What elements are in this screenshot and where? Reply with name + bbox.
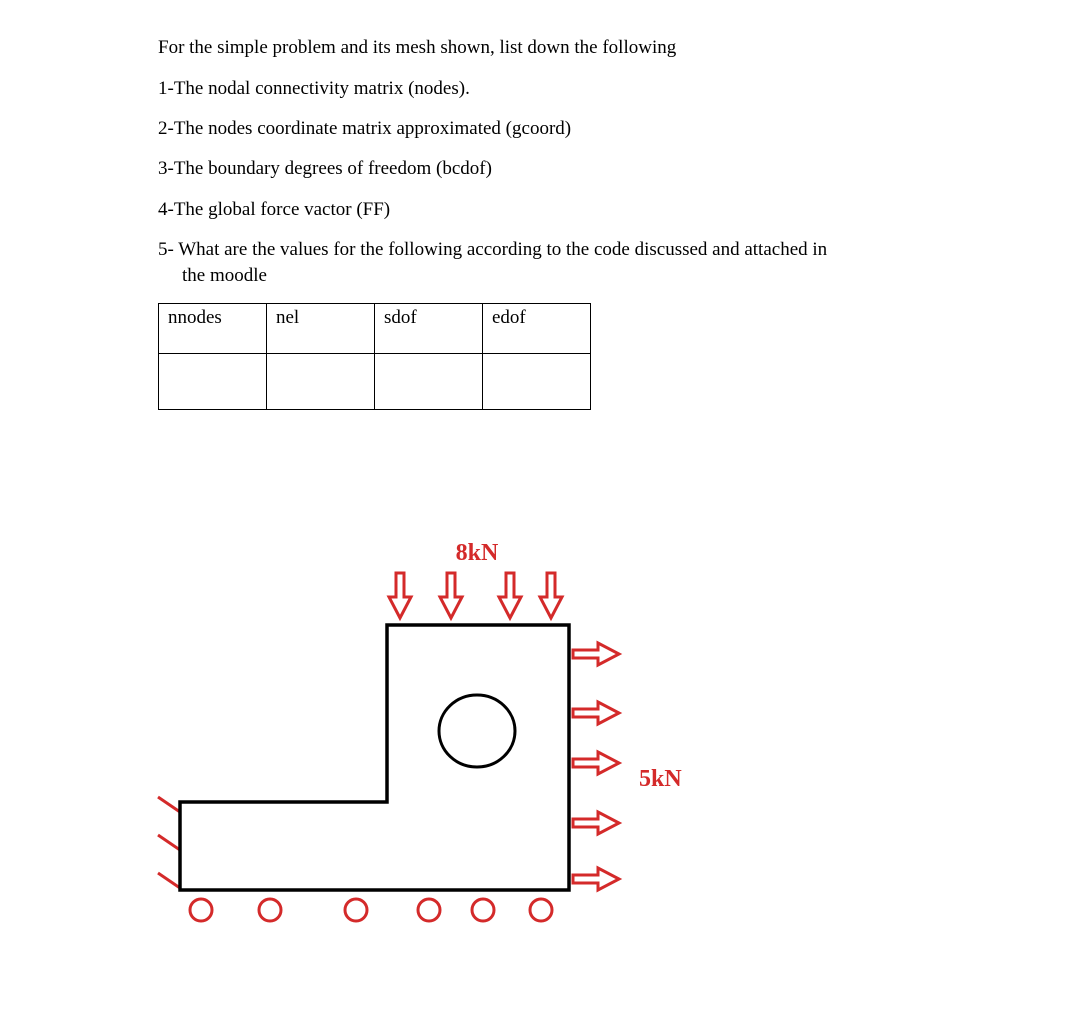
header-nnodes: nnodes	[159, 304, 267, 354]
down-arrow-icon	[499, 573, 521, 618]
right-arrow-icon	[573, 643, 619, 665]
item-connectivity: 1-The nodal connectivity matrix (nodes).	[158, 78, 470, 99]
top-load-label: 8kN	[455, 540, 499, 566]
right-arrow-icon	[573, 868, 619, 890]
down-arrow-icon	[540, 573, 562, 618]
fixed-support-hatch	[158, 797, 180, 888]
item-values: 5- What are the values for the following according to the code discussed and attached in	[158, 239, 828, 260]
roller-circle-icon	[190, 899, 212, 921]
item-values-continuation: the moodle	[182, 265, 267, 286]
item-coordinates: 2-The nodes coordinate matrix approximated (gcoord)	[158, 118, 572, 139]
top-load-arrows	[389, 573, 562, 618]
hatch-line	[158, 797, 180, 812]
hatch-line	[158, 835, 180, 850]
down-arrow-icon	[440, 573, 462, 618]
header-nel: nel	[267, 304, 375, 354]
plate-outline	[180, 625, 569, 890]
roller-circle-icon	[530, 899, 552, 921]
roller-circle-icon	[259, 899, 281, 921]
right-load-arrows	[573, 643, 619, 890]
down-arrow-icon	[389, 573, 411, 618]
roller-supports	[190, 899, 552, 921]
question-intro: For the simple problem and its mesh shown, list down the following	[158, 37, 677, 58]
header-edof: edof	[483, 304, 591, 354]
roller-circle-icon	[418, 899, 440, 921]
roller-circle-icon	[345, 899, 367, 921]
right-arrow-icon	[573, 812, 619, 834]
item-force-vector: 4-The global force vactor (FF)	[158, 199, 391, 220]
right-arrow-icon	[573, 752, 619, 774]
roller-circle-icon	[472, 899, 494, 921]
item-boundary-dofs: 3-The boundary degrees of freedom (bcdof)	[158, 158, 492, 179]
right-arrow-icon	[573, 702, 619, 724]
hole-circle	[439, 695, 515, 767]
right-load-label: 5kN	[639, 766, 682, 792]
header-sdof: sdof	[375, 304, 483, 354]
hatch-line	[158, 873, 180, 888]
